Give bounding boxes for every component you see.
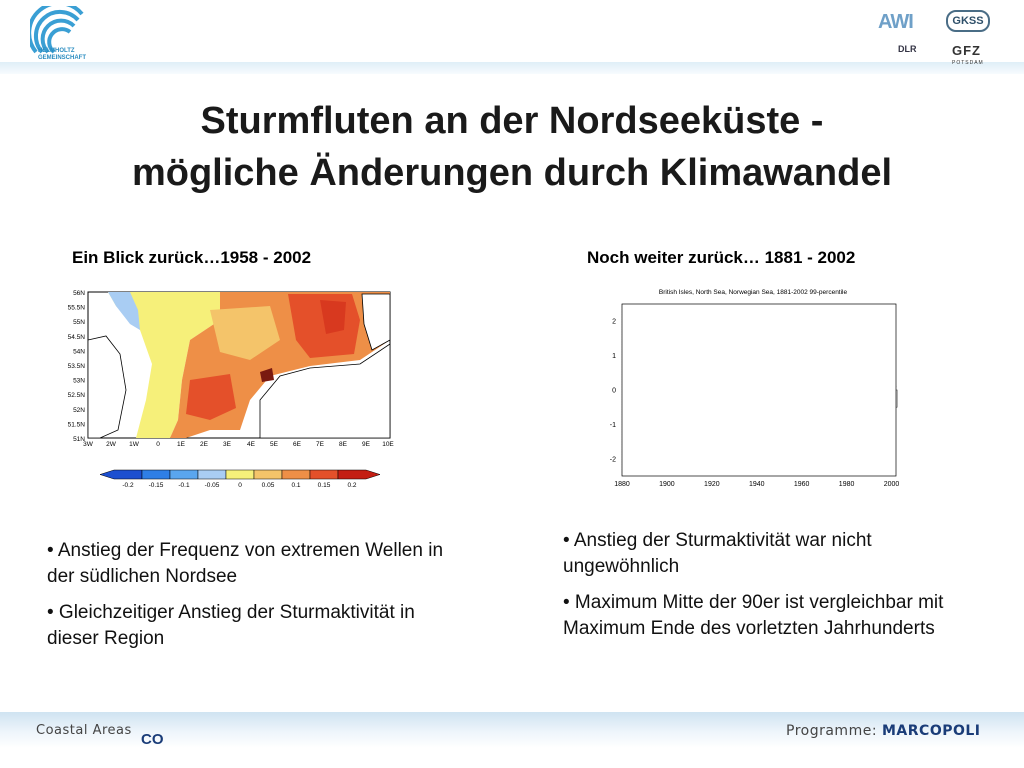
programme-name: MARCOPOLI xyxy=(882,723,981,739)
lat-label: 53.5N xyxy=(67,363,85,370)
lat-label: 51N xyxy=(73,436,85,443)
chart-title: British Isles, North Sea, Norwegian Sea, 1881-2002 99-percentile xyxy=(658,289,848,296)
colorbar-label: -0.2 xyxy=(122,482,134,489)
colorbar-swatch xyxy=(170,470,198,479)
left-bullet-2: • Gleichzeitiger Anstieg der Sturmaktivität in dieser Region xyxy=(47,602,415,649)
lon-label: 9E xyxy=(362,441,370,448)
colorbar xyxy=(100,470,380,479)
y-tick-label: 2 xyxy=(612,318,616,326)
colorbar-swatch xyxy=(310,470,338,479)
right-bullet-1: • Anstieg der Sturmaktivität war nicht ungewöhnlich xyxy=(563,530,872,577)
colorbar-label: -0.05 xyxy=(204,482,220,489)
lon-label: 3W xyxy=(83,441,93,448)
footer-programme: Programme: MARCOPOLI xyxy=(786,723,981,739)
lon-label: 1E xyxy=(177,441,185,448)
awi-logo: AWI xyxy=(878,11,913,33)
colorbar-swatch xyxy=(100,470,142,479)
footer-coastal-areas: Coastal Areas xyxy=(36,723,132,738)
lon-label: 4E xyxy=(247,441,255,448)
page-title-line2: mögliche Änderungen durch Klimawandel xyxy=(131,152,893,194)
colorbar-swatch xyxy=(198,470,226,479)
colorbar-label: 0.2 xyxy=(347,482,357,489)
lon-label: 7E xyxy=(316,441,324,448)
x-tick-label: 2000 xyxy=(883,481,900,488)
x-tick-label: 1920 xyxy=(704,481,720,488)
gfz-logo: GFZ xyxy=(952,43,981,58)
lat-label: 55.5N xyxy=(67,304,85,312)
page-title-line1: Sturmfluten an der Nordseeküste - xyxy=(200,100,824,142)
colorbar-label: 0.05 xyxy=(261,482,275,489)
x-tick-label: 1940 xyxy=(748,481,765,488)
left-bullet-1: • Anstieg der Frequenz von extremen Wellen in der südlichen Nordsee xyxy=(47,540,444,587)
colorbar-label: 0.1 xyxy=(291,482,301,489)
colorbar-swatch xyxy=(254,470,282,479)
left-subtitle: Ein Blick zurück…1958 - 2002 xyxy=(72,248,312,267)
lat-label: 53N xyxy=(73,377,85,385)
helmholtz-text: HELMHOLTZ GEMEINSCHAFT xyxy=(38,48,86,61)
y-tick-label: -2 xyxy=(609,456,616,464)
y-tick-label: 0 xyxy=(612,387,616,395)
lon-label: 0 xyxy=(156,441,160,448)
dlr-logo: DLR xyxy=(898,44,917,54)
right-bullets xyxy=(563,528,963,652)
potsdam-text: POTSDAM xyxy=(952,60,984,66)
chart-frame xyxy=(622,304,896,476)
lon-label: 2W xyxy=(106,441,116,448)
footer-co: CO xyxy=(141,731,164,748)
colorbar-swatch xyxy=(226,470,254,479)
storm-activity-chart xyxy=(598,280,908,500)
lat-label: 54.5N xyxy=(67,333,85,341)
colorbar-label: 0 xyxy=(238,482,242,489)
north-sea-trend-map xyxy=(60,280,400,490)
y-tick-label: 1 xyxy=(612,353,616,361)
lat-label: 55N xyxy=(73,319,85,327)
lon-label: 10E xyxy=(382,441,394,448)
colorbar-swatch xyxy=(282,470,310,479)
x-tick-label: 1980 xyxy=(838,481,855,488)
lon-label: 6E xyxy=(293,441,301,448)
colorbar-swatch xyxy=(338,470,380,479)
lat-label: 56N xyxy=(73,290,85,297)
y-tick-label: -1 xyxy=(609,421,616,429)
lon-label: 5E xyxy=(270,441,278,448)
colorbar-swatch xyxy=(142,470,170,479)
lat-label: 52N xyxy=(73,406,85,414)
x-tick-label: 1960 xyxy=(793,481,810,488)
right-bullet-2: • Maximum Mitte der 90er ist vergleichbar mit Maximum Ende des vorletzten Jahrhunderts xyxy=(563,592,944,639)
lat-label: 52.5N xyxy=(67,392,85,400)
x-tick-label: 1880 xyxy=(614,481,630,488)
right-subtitle: Noch weiter zurück… 1881 - 2002 xyxy=(587,248,856,267)
x-tick-label: 1900 xyxy=(659,481,675,488)
lon-label: 8E xyxy=(339,441,347,448)
left-bullets xyxy=(47,538,447,662)
gkss-logo: GKSS xyxy=(946,10,990,32)
header-band xyxy=(0,62,1024,74)
lon-label: 2E xyxy=(200,441,208,448)
lat-label: 51.5N xyxy=(67,421,85,429)
colorbar-label: 0.15 xyxy=(317,482,331,489)
lon-label: 3E xyxy=(223,441,231,448)
lat-label: 54N xyxy=(73,348,85,356)
colorbar-label: -0.15 xyxy=(148,482,164,489)
colorbar-label: -0.1 xyxy=(178,482,190,489)
lon-label: 1W xyxy=(129,441,139,448)
